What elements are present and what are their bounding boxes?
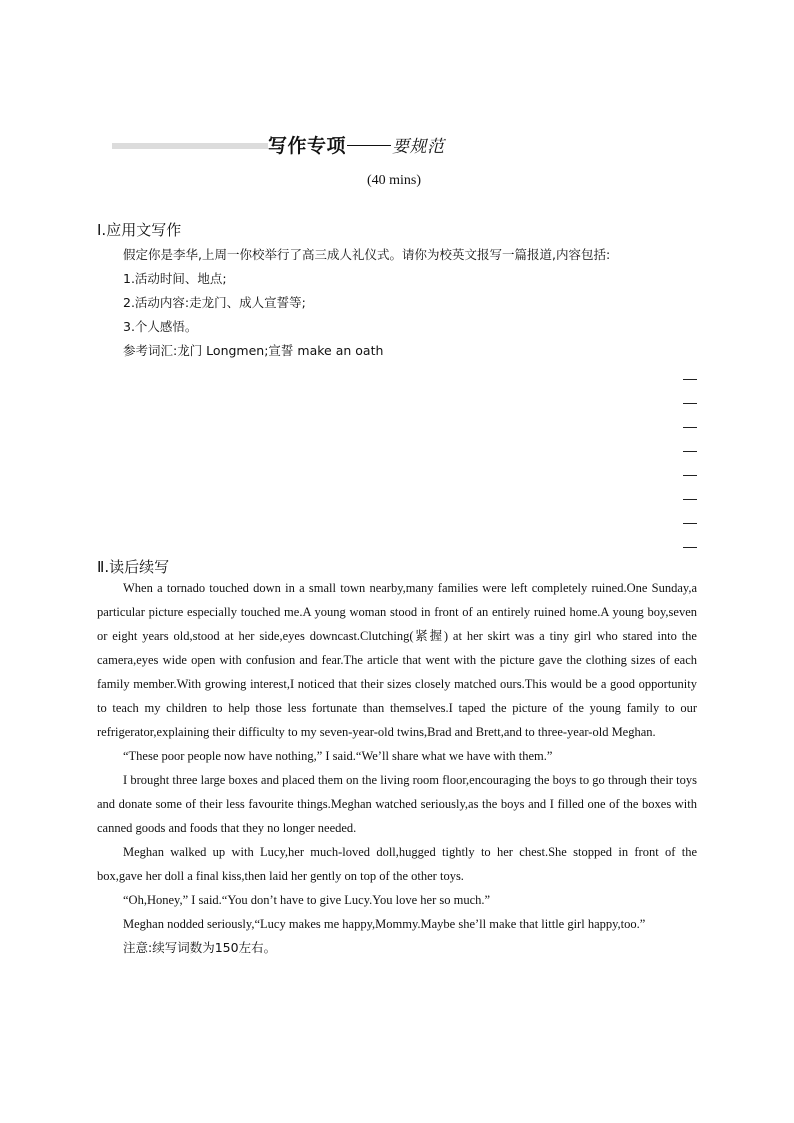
answer-line bbox=[683, 499, 697, 500]
passage-paragraph: “These poor people now have nothing,” I said.“We’ll share what we have with them.” bbox=[123, 749, 553, 763]
section1-line: 3.个人感悟。 bbox=[123, 319, 198, 334]
title-decoration-bar bbox=[112, 143, 268, 149]
passage-paragraph: Meghan nodded seriously,“Lucy makes me happy,Mommy.Maybe she’ll make that little girl happy,too.” bbox=[123, 917, 646, 931]
answer-line bbox=[683, 547, 697, 548]
answer-line bbox=[683, 523, 697, 524]
word-count-note: 注意:续写词数为150左右。 bbox=[123, 940, 277, 955]
passage-paragraph: I brought three large boxes and placed them on the living room floor,encouraging the boys to go through their toys and donate some of their less favourite things.Meghan watched seriously,as the boys and I filled one of the boxes with canned goods and foods that they no longer needed. bbox=[97, 773, 697, 835]
answer-line bbox=[683, 427, 697, 428]
title-sub: 要规范 bbox=[392, 137, 445, 157]
section2-heading: Ⅱ.读后续写 bbox=[97, 558, 170, 576]
duration: (40 mins) bbox=[366, 173, 422, 188]
section1-line: 1.活动时间、地点; bbox=[123, 271, 227, 286]
section1-line: 假定你是李华,上周一你校举行了高三成人礼仪式。请你为校英文报写一篇报道,内容包括: bbox=[123, 247, 611, 262]
passage bbox=[97, 576, 697, 960]
answer-line bbox=[683, 403, 697, 404]
answer-line bbox=[683, 379, 697, 380]
title-dash bbox=[347, 145, 391, 146]
passage-paragraph: Meghan walked up with Lucy,her much-loved doll,hugged tightly to her chest.She stopped in front of the box,gave her doll a final kiss,then laid her gently on top of the other toys. bbox=[97, 845, 697, 883]
page-title bbox=[268, 131, 445, 158]
section1-heading: Ⅰ.应用文写作 bbox=[97, 221, 182, 239]
title-main: 写作专项 bbox=[268, 135, 347, 157]
answer-line bbox=[683, 475, 697, 476]
passage-paragraph: “Oh,Honey,” I said.“You don’t have to give Lucy.You love her so much.” bbox=[123, 893, 491, 907]
passage-paragraph: When a tornado touched down in a small town nearby,many families were left completely ruined.One Sunday,a particular picture especially touched me.A young woman stood in front of an entirely ruined home.A young boy,seven or eight years old,stood at her side,eyes downcast.Clutching(紧握) at her skirt was a tiny girl who stared into the camera,eyes wide open with confusion and fear.The article that went with the picture gave the clothing sizes of each family member.With growing interest,I noticed that their sizes closely matched ours.This would be a good opportunity to teach my children to help those less fortunate than themselves.I taped the picture of the young family to our refrigerator,explaining their difficulty to my seven-year-old twins,Brad and Brett,and to three-year-old Meghan. bbox=[97, 581, 697, 739]
section1-line: 参考词汇:龙门 Longmen;宣誓 make an oath bbox=[123, 343, 384, 358]
answer-line bbox=[683, 451, 697, 452]
section1-line: 2.活动内容:走龙门、成人宣誓等; bbox=[123, 295, 306, 310]
